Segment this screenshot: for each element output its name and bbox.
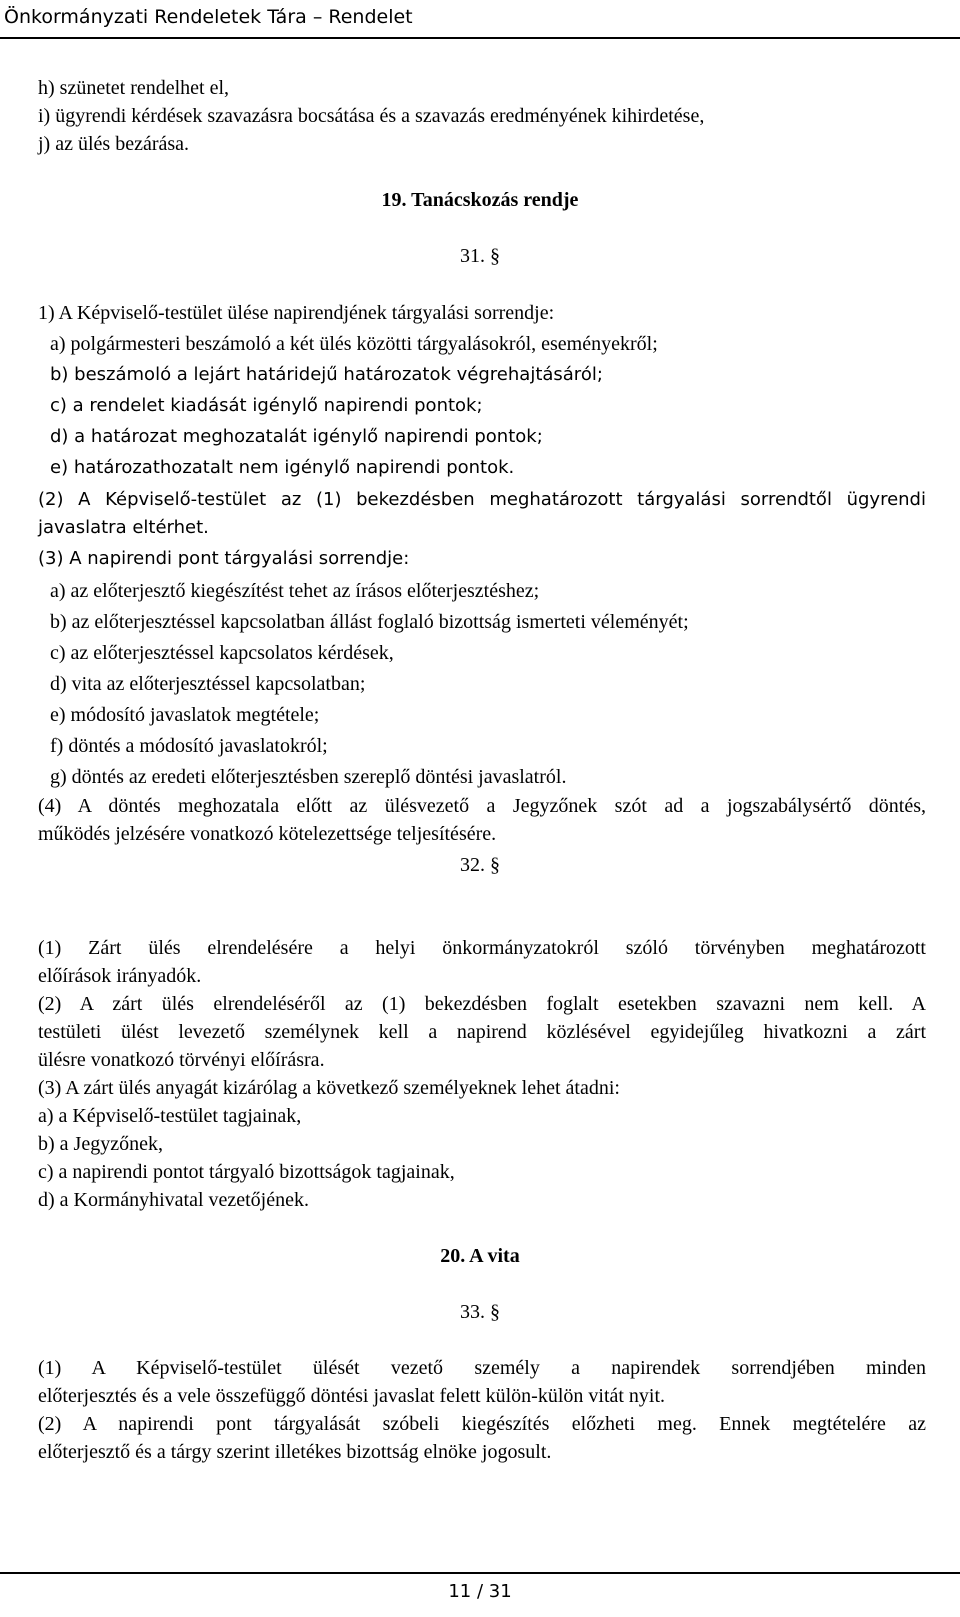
paragraph-number-31: 31. § xyxy=(460,245,500,267)
para33-2-line2: előterjesztő és a tárgy szerint illetékes bizottság elnöke jogosult. xyxy=(38,1441,552,1463)
para31-item-a: a) polgármesteri beszámoló a két ülés közötti tárgyalásokról, eseményekről; xyxy=(50,333,658,355)
para31-3-item-g: g) döntés az eredeti előterjesztésben szereplő döntési javaslatról. xyxy=(50,766,567,788)
para33-1-line2: előterjesztés és a vele összefüggő döntési javaslat felett külön-külön vitát nyit. xyxy=(38,1385,666,1407)
para31-item-e: e) határozathozatalt nem igénylő napirendi pontok. xyxy=(50,457,515,478)
list-item-j: j) az ülés bezárása. xyxy=(38,133,190,155)
para31-3-item-f: f) döntés a módosító javaslatokról; xyxy=(50,735,328,757)
list-item-h: h) szünetet rendelhet el, xyxy=(38,77,230,99)
paragraph-number-33: 33. § xyxy=(460,1301,500,1323)
para31-item-b: b) beszámoló a lejárt határidejű határozatok végrehajtásáról; xyxy=(50,364,603,385)
para33-1-line1: (1) A Képviselő-testület ülését vezető személy a napirendek sorrendjében minden xyxy=(38,1357,926,1379)
para31-4-line2: működés jelzésére vonatkozó kötelezettsége teljesítésére. xyxy=(38,823,497,845)
para32-2-line2: testületi ülést levezető személynek kell a napirend közlésével egyidejűleg hivatkozni a zárt xyxy=(38,1021,926,1043)
para31-4-line1: (4) A döntés meghozatala előtt az ülésvezető a Jegyzőnek szót ad a jogszabálysértő döntés, xyxy=(38,795,926,817)
para31-3-item-a: a) az előterjesztő kiegészítést tehet az írásos előterjesztéshez; xyxy=(50,580,540,602)
para32-2-line3: ülésre vonatkozó törvényi előírásra. xyxy=(38,1049,325,1071)
para32-1-line1: (1) Zárt ülés elrendelésére a helyi önkormányzatokról szóló törvényben meghatározott xyxy=(38,937,926,959)
page-number: 11 / 31 xyxy=(448,1581,512,1602)
para31-3-item-c: c) az előterjesztéssel kapcsolatos kérdések, xyxy=(50,642,394,664)
para31-3-intro: (3) A napirendi pont tárgyalási sorrendje: xyxy=(38,548,410,569)
section-heading-19: 19. Tanácskozás rendje xyxy=(381,189,579,211)
para33-2-line1: (2) A napirendi pont tárgyalását szóbeli kiegészítés előzheti meg. Ennek megtételére az xyxy=(38,1413,926,1435)
list-item-i: i) ügyrendi kérdések szavazásra bocsátása és a szavazás eredményének kihirdetése, xyxy=(38,105,705,127)
para31-3-item-d: d) vita az előterjesztéssel kapcsolatban; xyxy=(50,673,366,695)
para31-item-d: d) a határozat meghozatalát igénylő napirendi pontok; xyxy=(50,426,543,447)
para31-3-item-e: e) módosító javaslatok megtétele; xyxy=(50,704,320,726)
para32-1-line2: előírások irányadók. xyxy=(38,965,202,987)
paragraph-number-32: 32. § xyxy=(460,854,500,876)
section-heading-20: 20. A vita xyxy=(440,1245,520,1267)
para31-intro: 1) A Képviselő-testület ülése napirendjének tárgyalási sorrendje: xyxy=(38,302,555,324)
para32-3-item-a: a) a Képviselő-testület tagjainak, xyxy=(38,1105,302,1127)
para32-3-item-b: b) a Jegyzőnek, xyxy=(38,1133,163,1155)
para31-2-line2: javaslatra eltérhet. xyxy=(38,517,209,538)
para32-2-line1: (2) A zárt ülés elrendeléséről az (1) bekezdésben foglalt esetekben szavazni nem kell. A xyxy=(38,993,926,1015)
footer-divider xyxy=(0,1572,960,1574)
para32-3-item-d: d) a Kormányhivatal vezetőjének. xyxy=(38,1189,309,1211)
para32-3-item-c: c) a napirendi pontot tárgyaló bizottságok tagjainak, xyxy=(38,1161,455,1183)
para31-2-line1: (2) A Képviselő-testület az (1) bekezdésben meghatározott tárgyalási sorrendtől ügyrendi xyxy=(38,489,926,510)
para32-3-intro: (3) A zárt ülés anyagát kizárólag a következő személyeknek lehet átadni: xyxy=(38,1077,620,1099)
page-header-title: Önkormányzati Rendeletek Tára – Rendelet xyxy=(4,6,413,28)
para31-item-c: c) a rendelet kiadását igénylő napirendi pontok; xyxy=(50,395,483,416)
para31-3-item-b: b) az előterjesztéssel kapcsolatban állást foglaló bizottság ismerteti véleményét; xyxy=(50,611,689,633)
